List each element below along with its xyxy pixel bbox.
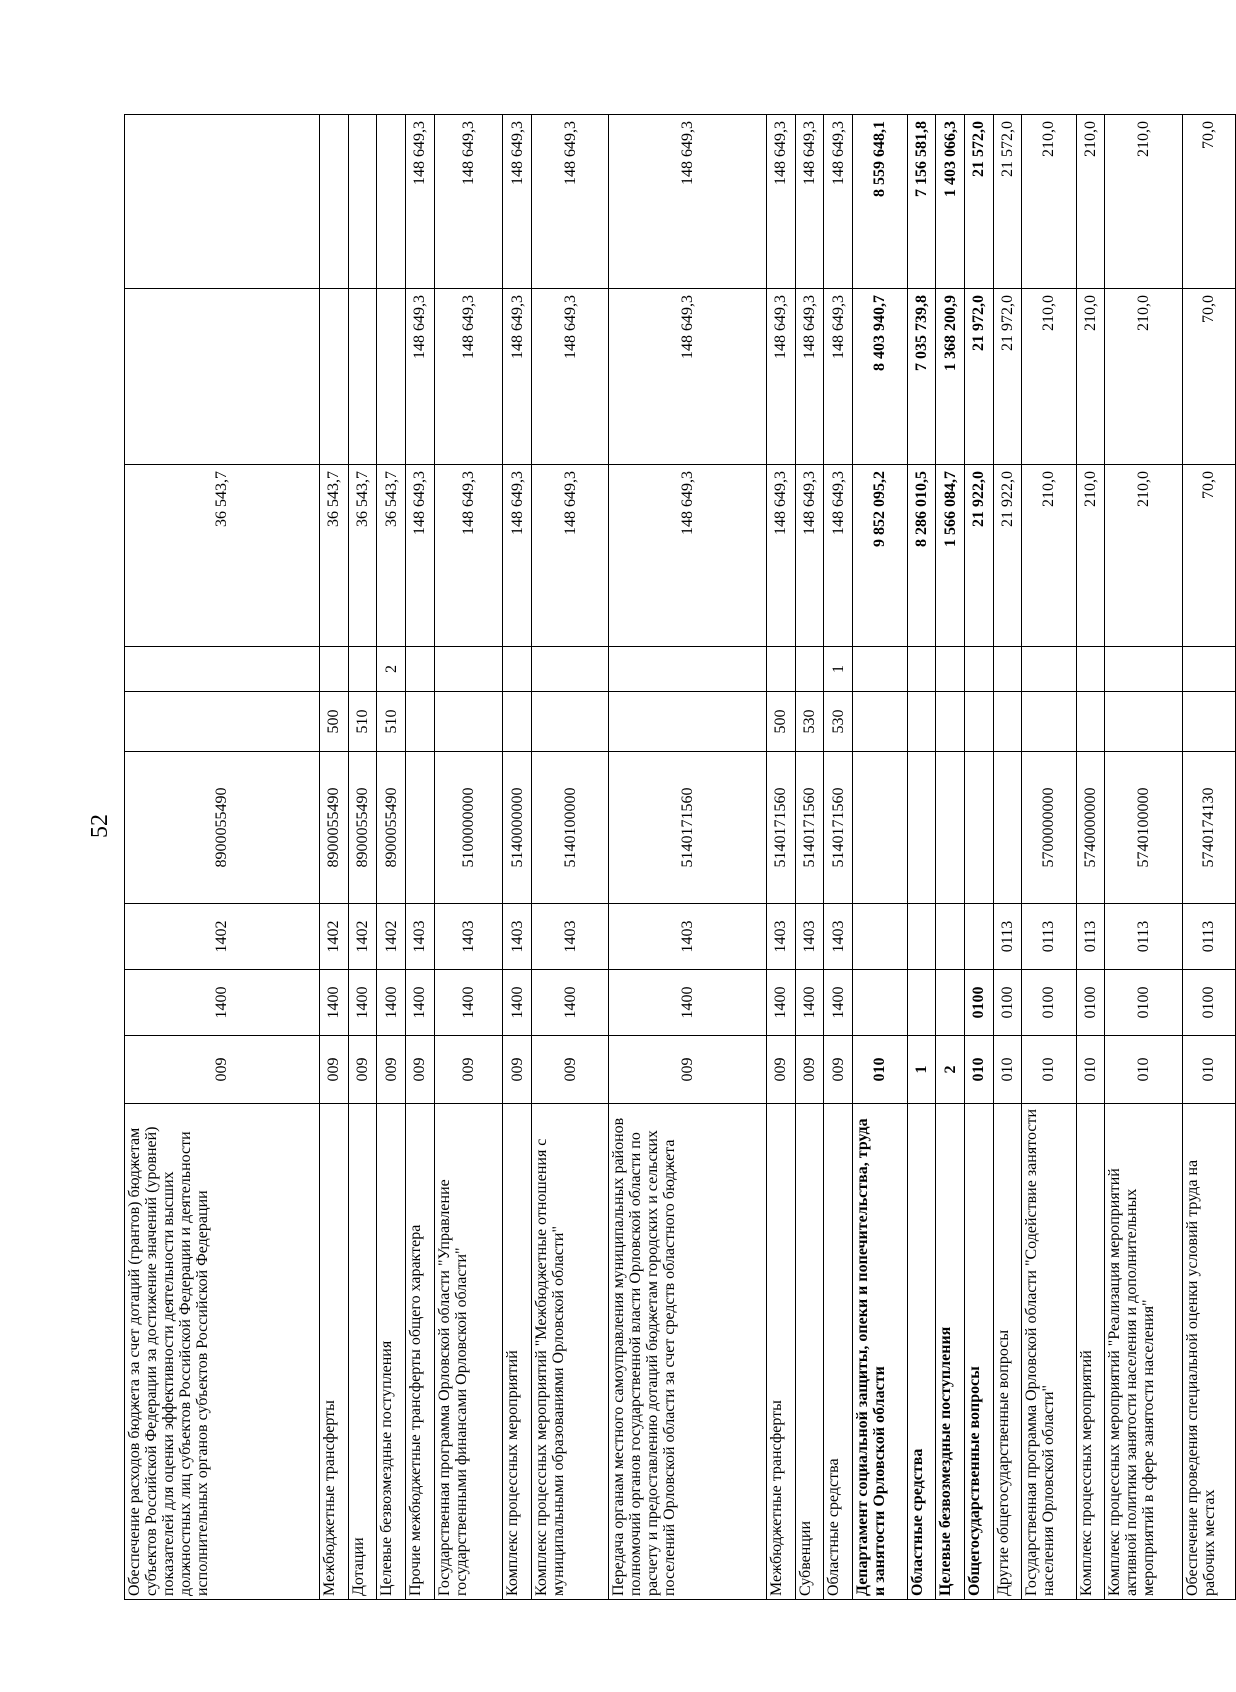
row-sum-1: 9 852 095,2 <box>853 465 907 647</box>
row-ved: 010 <box>1076 1036 1105 1104</box>
row-sum-1: 148 649,3 <box>795 465 824 647</box>
row-expense-type <box>907 692 936 752</box>
row-name: Государственная программа Орловской области "Управление государственными финансами Орловской области" <box>434 1104 503 1600</box>
table-row <box>964 115 993 1600</box>
row-sum-2: 148 649,3 <box>503 289 532 465</box>
row-target-article: 8900055490 <box>319 752 348 904</box>
row-code <box>348 647 377 692</box>
table-row <box>434 115 503 1600</box>
row-ved: 010 <box>853 1036 907 1104</box>
row-sum-2: 70,0 <box>1182 289 1235 465</box>
row-sum-2 <box>125 289 320 465</box>
row-code <box>125 647 320 692</box>
row-podrazdel: 1402 <box>348 904 377 970</box>
row-code <box>993 647 1022 692</box>
row-sum-3: 210,0 <box>1105 115 1182 289</box>
row-razdel: 0100 <box>1022 970 1076 1036</box>
row-razdel: 1400 <box>319 970 348 1036</box>
row-ved: 010 <box>964 1036 993 1104</box>
row-name: Целевые безвозмездные поступления <box>377 1104 406 1600</box>
row-sum-1: 36 543,7 <box>348 465 377 647</box>
row-code <box>1022 647 1076 692</box>
row-expense-type <box>936 692 965 752</box>
row-expense-type: 530 <box>824 692 853 752</box>
row-sum-1: 210,0 <box>1105 465 1182 647</box>
row-ved: 009 <box>405 1036 434 1104</box>
row-code <box>609 647 767 692</box>
row-sum-3 <box>319 115 348 289</box>
row-code <box>405 647 434 692</box>
row-razdel: 0100 <box>993 970 1022 1036</box>
row-podrazdel: 0113 <box>1076 904 1105 970</box>
row-name: Межбюджетные трансферты <box>767 1104 796 1600</box>
table-row <box>767 115 796 1600</box>
row-sum-3: 148 649,3 <box>795 115 824 289</box>
row-expense-type <box>503 692 532 752</box>
row-target-article <box>936 752 965 904</box>
table-row <box>936 115 965 1600</box>
row-code <box>936 647 965 692</box>
row-podrazdel <box>907 904 936 970</box>
row-name: Субвенции <box>795 1104 824 1600</box>
row-code <box>964 647 993 692</box>
row-razdel: 1400 <box>348 970 377 1036</box>
row-code <box>795 647 824 692</box>
row-podrazdel: 1402 <box>125 904 320 970</box>
row-sum-2 <box>348 289 377 465</box>
row-name: Государственная программа Орловской области "Содействие занятости населения Орловской области" <box>1022 1104 1076 1600</box>
row-expense-type: 500 <box>319 692 348 752</box>
row-sum-3: 148 649,3 <box>767 115 796 289</box>
row-target-article: 5140100000 <box>532 752 609 904</box>
row-ved: 009 <box>434 1036 503 1104</box>
row-target-article: 5140171560 <box>767 752 796 904</box>
row-name: Целевые безвозмездные поступления <box>936 1104 965 1600</box>
table-row <box>532 115 609 1600</box>
row-sum-2: 210,0 <box>1105 289 1182 465</box>
row-razdel: 1400 <box>609 970 767 1036</box>
table-row <box>1182 115 1235 1600</box>
row-sum-1: 210,0 <box>1076 465 1105 647</box>
row-razdel: 0100 <box>1105 970 1182 1036</box>
table-row <box>1105 115 1182 1600</box>
rotated-table-container <box>124 115 1236 1600</box>
row-code <box>319 647 348 692</box>
row-sum-3: 210,0 <box>1022 115 1076 289</box>
row-razdel: 1400 <box>824 970 853 1036</box>
row-sum-1: 148 649,3 <box>503 465 532 647</box>
row-podrazdel: 1403 <box>824 904 853 970</box>
row-name: Областные средства <box>824 1104 853 1600</box>
row-name: Комплекс процессных мероприятий "Межбюджетные отношения с муниципальными образованиями Орловской области" <box>532 1104 609 1600</box>
row-name: Комплекс процессных мероприятий <box>503 1104 532 1600</box>
row-razdel <box>907 970 936 1036</box>
row-sum-2: 210,0 <box>1076 289 1105 465</box>
table-row <box>853 115 907 1600</box>
row-sum-3 <box>125 115 320 289</box>
row-name: Общегосударственные вопросы <box>964 1104 993 1600</box>
row-expense-type: 530 <box>795 692 824 752</box>
row-expense-type: 510 <box>348 692 377 752</box>
row-sum-2: 148 649,3 <box>532 289 609 465</box>
row-target-article: 5100000000 <box>434 752 503 904</box>
row-ved: 009 <box>348 1036 377 1104</box>
row-code <box>767 647 796 692</box>
row-sum-3: 148 649,3 <box>609 115 767 289</box>
row-sum-3: 7 156 581,8 <box>907 115 936 289</box>
row-razdel: 1400 <box>795 970 824 1036</box>
row-podrazdel: 0113 <box>1182 904 1235 970</box>
row-sum-1: 148 649,3 <box>824 465 853 647</box>
table-row <box>503 115 532 1600</box>
row-sum-3: 8 559 648,1 <box>853 115 907 289</box>
row-sum-2 <box>377 289 406 465</box>
row-name: Комплекс процессных мероприятий "Реализация мероприятий активной политики занятости населения и дополнительных мероприятий в сфере занятости населения" <box>1105 1104 1182 1600</box>
row-name: Передача органам местного самоуправления муниципальных районов полномочий органов государственной власти Орловской области по расчету и предоставлению дотаций бюджетам городских и сельских поселений Орловской области за счет средств областного бюджета <box>609 1104 767 1600</box>
table-row <box>907 115 936 1600</box>
row-sum-2: 21 972,0 <box>964 289 993 465</box>
row-target-article: 8900055490 <box>348 752 377 904</box>
table-row <box>993 115 1022 1600</box>
row-sum-1: 210,0 <box>1022 465 1076 647</box>
row-sum-2 <box>319 289 348 465</box>
row-name: Комплекс процессных мероприятий <box>1076 1104 1105 1600</box>
row-sum-2: 148 649,3 <box>434 289 503 465</box>
row-podrazdel: 0113 <box>993 904 1022 970</box>
row-expense-type <box>1182 692 1235 752</box>
row-expense-type: 500 <box>767 692 796 752</box>
row-sum-2: 21 972,0 <box>993 289 1022 465</box>
row-sum-2: 8 403 940,7 <box>853 289 907 465</box>
row-ved: 010 <box>1105 1036 1182 1104</box>
row-razdel <box>853 970 907 1036</box>
row-ved: 009 <box>609 1036 767 1104</box>
table-row <box>824 115 853 1600</box>
budget-table <box>124 114 1236 1600</box>
row-expense-type <box>853 692 907 752</box>
row-code <box>907 647 936 692</box>
row-sum-1: 21 922,0 <box>964 465 993 647</box>
row-code <box>1105 647 1182 692</box>
row-code <box>503 647 532 692</box>
row-sum-3: 210,0 <box>1076 115 1105 289</box>
table-row <box>1022 115 1076 1600</box>
row-razdel: 1400 <box>532 970 609 1036</box>
row-podrazdel: 1403 <box>503 904 532 970</box>
row-name: Обеспечение расходов бюджета за счет дотаций (грантов) бюджетам субъектов Российской Федерации за достижение значений (уровней) показателей для оценки эффективности деятельности высших должностных лиц субъектов Российской Федерации и деятельности исполнительных органов субъектов Российской Федерации <box>125 1104 320 1600</box>
row-target-article: 5740000000 <box>1076 752 1105 904</box>
table-row <box>1076 115 1105 1600</box>
row-ved: 009 <box>125 1036 320 1104</box>
row-target-article <box>853 752 907 904</box>
row-ved: 009 <box>377 1036 406 1104</box>
row-ved: 010 <box>1022 1036 1076 1104</box>
row-target-article: 5740174130 <box>1182 752 1235 904</box>
row-code: 1 <box>824 647 853 692</box>
row-sum-1: 148 649,3 <box>434 465 503 647</box>
row-target-article: 5740100000 <box>1105 752 1182 904</box>
table-row <box>377 115 406 1600</box>
row-podrazdel <box>964 904 993 970</box>
row-sum-1: 1 566 084,7 <box>936 465 965 647</box>
row-target-article <box>907 752 936 904</box>
row-podrazdel: 1402 <box>377 904 406 970</box>
row-target-article: 8900055490 <box>377 752 406 904</box>
row-expense-type <box>405 692 434 752</box>
row-podrazdel: 1403 <box>405 904 434 970</box>
row-sum-2: 148 649,3 <box>795 289 824 465</box>
row-sum-1: 148 649,3 <box>532 465 609 647</box>
row-code <box>1076 647 1105 692</box>
row-razdel: 1400 <box>503 970 532 1036</box>
row-sum-3: 148 649,3 <box>434 115 503 289</box>
row-sum-3: 148 649,3 <box>405 115 434 289</box>
row-target-article: 5140171560 <box>824 752 853 904</box>
row-expense-type <box>1076 692 1105 752</box>
row-sum-3: 148 649,3 <box>503 115 532 289</box>
row-sum-2: 148 649,3 <box>405 289 434 465</box>
row-sum-3: 1 403 066,3 <box>936 115 965 289</box>
row-sum-1: 21 922,0 <box>993 465 1022 647</box>
row-podrazdel <box>936 904 965 970</box>
row-sum-2: 7 035 739,8 <box>907 289 936 465</box>
row-expense-type <box>125 692 320 752</box>
row-podrazdel: 1403 <box>767 904 796 970</box>
row-sum-1: 148 649,3 <box>609 465 767 647</box>
row-podrazdel: 1402 <box>319 904 348 970</box>
row-ved: 010 <box>993 1036 1022 1104</box>
row-podrazdel <box>853 904 907 970</box>
row-target-article <box>993 752 1022 904</box>
row-expense-type <box>434 692 503 752</box>
row-expense-type <box>609 692 767 752</box>
row-sum-2: 148 649,3 <box>824 289 853 465</box>
row-sum-2: 148 649,3 <box>767 289 796 465</box>
row-target-article: 5140171560 <box>795 752 824 904</box>
row-ved: 2 <box>936 1036 965 1104</box>
row-ved: 009 <box>795 1036 824 1104</box>
row-code <box>1182 647 1235 692</box>
row-sum-3: 70,0 <box>1182 115 1235 289</box>
row-sum-3: 148 649,3 <box>824 115 853 289</box>
row-sum-1: 36 543,7 <box>377 465 406 647</box>
row-ved: 010 <box>1182 1036 1235 1104</box>
row-target-article: 5140171560 <box>609 752 767 904</box>
row-name: Дотации <box>348 1104 377 1600</box>
budget-table-body <box>125 115 1236 1600</box>
row-podrazdel: 1403 <box>609 904 767 970</box>
row-podrazdel: 1403 <box>532 904 609 970</box>
table-row <box>405 115 434 1600</box>
row-sum-1: 8 286 010,5 <box>907 465 936 647</box>
row-podrazdel: 0113 <box>1022 904 1076 970</box>
row-sum-1: 36 543,7 <box>319 465 348 647</box>
row-name: Областные средства <box>907 1104 936 1600</box>
row-razdel: 0100 <box>964 970 993 1036</box>
table-row <box>609 115 767 1600</box>
row-razdel: 1400 <box>434 970 503 1036</box>
row-sum-2: 148 649,3 <box>609 289 767 465</box>
row-ved: 009 <box>503 1036 532 1104</box>
row-expense-type <box>993 692 1022 752</box>
row-sum-1: 148 649,3 <box>767 465 796 647</box>
row-code <box>434 647 503 692</box>
row-ved: 009 <box>824 1036 853 1104</box>
row-expense-type <box>532 692 609 752</box>
row-razdel: 0100 <box>1182 970 1235 1036</box>
table-row <box>795 115 824 1600</box>
row-podrazdel: 0113 <box>1105 904 1182 970</box>
row-razdel: 1400 <box>377 970 406 1036</box>
row-podrazdel: 1403 <box>434 904 503 970</box>
row-ved: 009 <box>319 1036 348 1104</box>
row-razdel: 1400 <box>405 970 434 1036</box>
row-razdel: 0100 <box>1076 970 1105 1036</box>
row-ved: 009 <box>532 1036 609 1104</box>
table-row <box>125 115 320 1600</box>
page-number: 52 <box>87 814 113 838</box>
row-sum-2: 210,0 <box>1022 289 1076 465</box>
row-code: 2 <box>377 647 406 692</box>
table-row <box>348 115 377 1600</box>
row-expense-type <box>964 692 993 752</box>
row-razdel <box>936 970 965 1036</box>
row-sum-2: 1 368 200,9 <box>936 289 965 465</box>
row-code <box>853 647 907 692</box>
row-sum-3 <box>348 115 377 289</box>
row-sum-3: 21 572,0 <box>964 115 993 289</box>
row-sum-1: 36 543,7 <box>125 465 320 647</box>
row-sum-1: 70,0 <box>1182 465 1235 647</box>
row-sum-3: 148 649,3 <box>532 115 609 289</box>
table-row <box>319 115 348 1600</box>
row-target-article: 8900055490 <box>125 752 320 904</box>
row-target-article <box>405 752 434 904</box>
row-name: Обеспечение проведения специальной оценки условий труда на рабочих местах <box>1182 1104 1235 1600</box>
row-expense-type: 510 <box>377 692 406 752</box>
row-sum-3 <box>377 115 406 289</box>
row-name: Департамент социальной защиты, опеки и попечительства, труда и занятости Орловской области <box>853 1104 907 1600</box>
row-ved: 1 <box>907 1036 936 1104</box>
row-sum-3: 21 572,0 <box>993 115 1022 289</box>
row-name: Прочие межбюджетные трансферты общего характера <box>405 1104 434 1600</box>
row-target-article <box>964 752 993 904</box>
row-code <box>532 647 609 692</box>
row-name: Межбюджетные трансферты <box>319 1104 348 1600</box>
row-podrazdel: 1403 <box>795 904 824 970</box>
row-expense-type <box>1022 692 1076 752</box>
row-sum-1: 148 649,3 <box>405 465 434 647</box>
row-target-article: 5140000000 <box>503 752 532 904</box>
row-ved: 009 <box>767 1036 796 1104</box>
row-name: Другие общегосударственные вопросы <box>993 1104 1022 1600</box>
row-target-article: 5700000000 <box>1022 752 1076 904</box>
row-razdel: 1400 <box>767 970 796 1036</box>
row-expense-type <box>1105 692 1182 752</box>
row-razdel: 1400 <box>125 970 320 1036</box>
